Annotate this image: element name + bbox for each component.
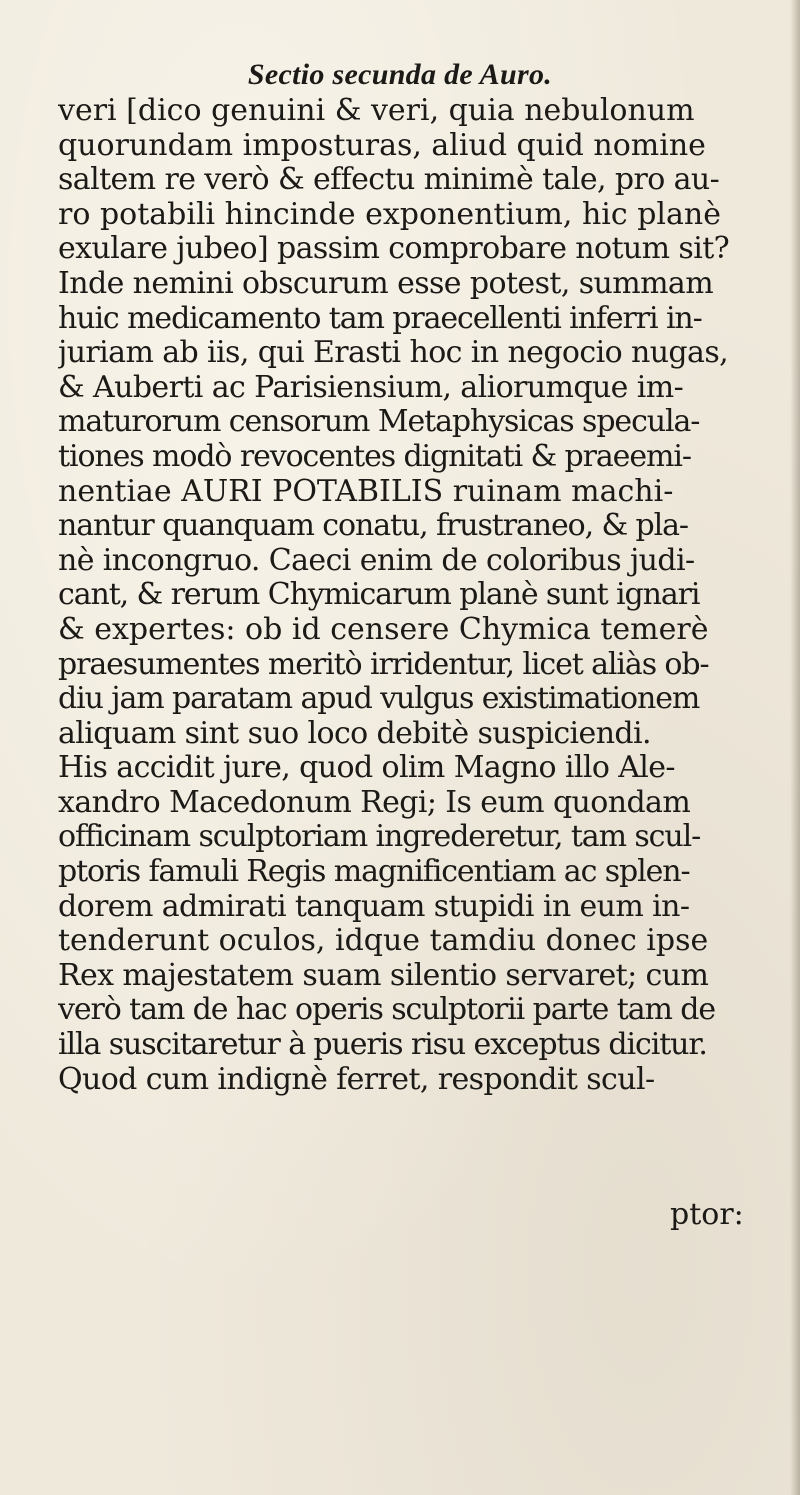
text-line: diu jam paratam apud vulgus existimationem [58,682,700,717]
text-line: nè incongruo. Caeci enim de coloribus judi- [58,543,695,578]
page-edge-shadow [790,0,800,1495]
text-line: tenderunt oculos, idque tamdiu donec ipse [58,924,709,959]
text-line: Inde nemini obscurum esse potest, summam [58,266,714,301]
text-line: praesumentes meritò irridentur, licet aliàs ob- [58,647,709,682]
text-line: ro potabili hincinde exponentium, hic planè [58,197,721,232]
text-line: ptoris famuli Regis magnificentiam ac splen- [58,855,690,890]
text-line: His accidit jure, quod olim Magno illo Ale- [58,751,675,786]
text-line: nentiae AURI POTABILIS ruinam machi- [58,474,674,509]
text-line: cant, & rerum Chymicarum planè sunt ignari [58,578,700,613]
text-line: tiones modò revocentes dignitati & praeemi- [58,439,691,474]
text-line: juriam ab iis, qui Erasti hoc in negocio nugas, [58,336,729,371]
text-line: huic medicamento tam praecellenti inferri in- [58,301,702,336]
text-line: exulare jubeo] passim comprobare notum sit? [58,232,730,267]
text-line: verò tam de hac operis sculptorii parte tam de [58,993,716,1028]
text-line: & Auberti ac Parisiensium, aliorumque im- [58,370,684,405]
text-line: veri [dico genuini & veri, quia nebulonum [58,94,695,128]
catchword: ptor: [670,1197,744,1232]
text-line: Quod cum indignè ferret, respondit scul- [58,1062,655,1097]
text-line: nantur quanquam conatu, frustraneo, & pla- [58,509,688,544]
text-line: Rex majestatem suam silentio servaret; cum [58,958,709,993]
text-line: illa suscitaretur à pueris risu exceptus dicitur. [58,1028,707,1063]
text-line: quorundam imposturas, aliud quid nomine [58,128,706,163]
text-line: dorem admirati tanquam stupidi in eum in- [58,889,690,924]
text-block [58,94,770,1097]
text-line: & expertes: ob id censere Chymica temerè [58,612,709,647]
text-line: saltem re verò & effectu minimè tale, pro au- [58,163,720,198]
text-line: maturorum censorum Metaphysicas specula- [58,405,700,440]
running-head: Sectio secunda de Auro. [247,58,553,91]
text-line: aliquam sint suo loco debitè suspiciendi. [58,716,651,751]
text-line: xandro Macedonum Regi; Is eum quondam [58,785,691,820]
text-line: officinam sculptoriam ingrederetur, tam scul- [58,820,701,855]
